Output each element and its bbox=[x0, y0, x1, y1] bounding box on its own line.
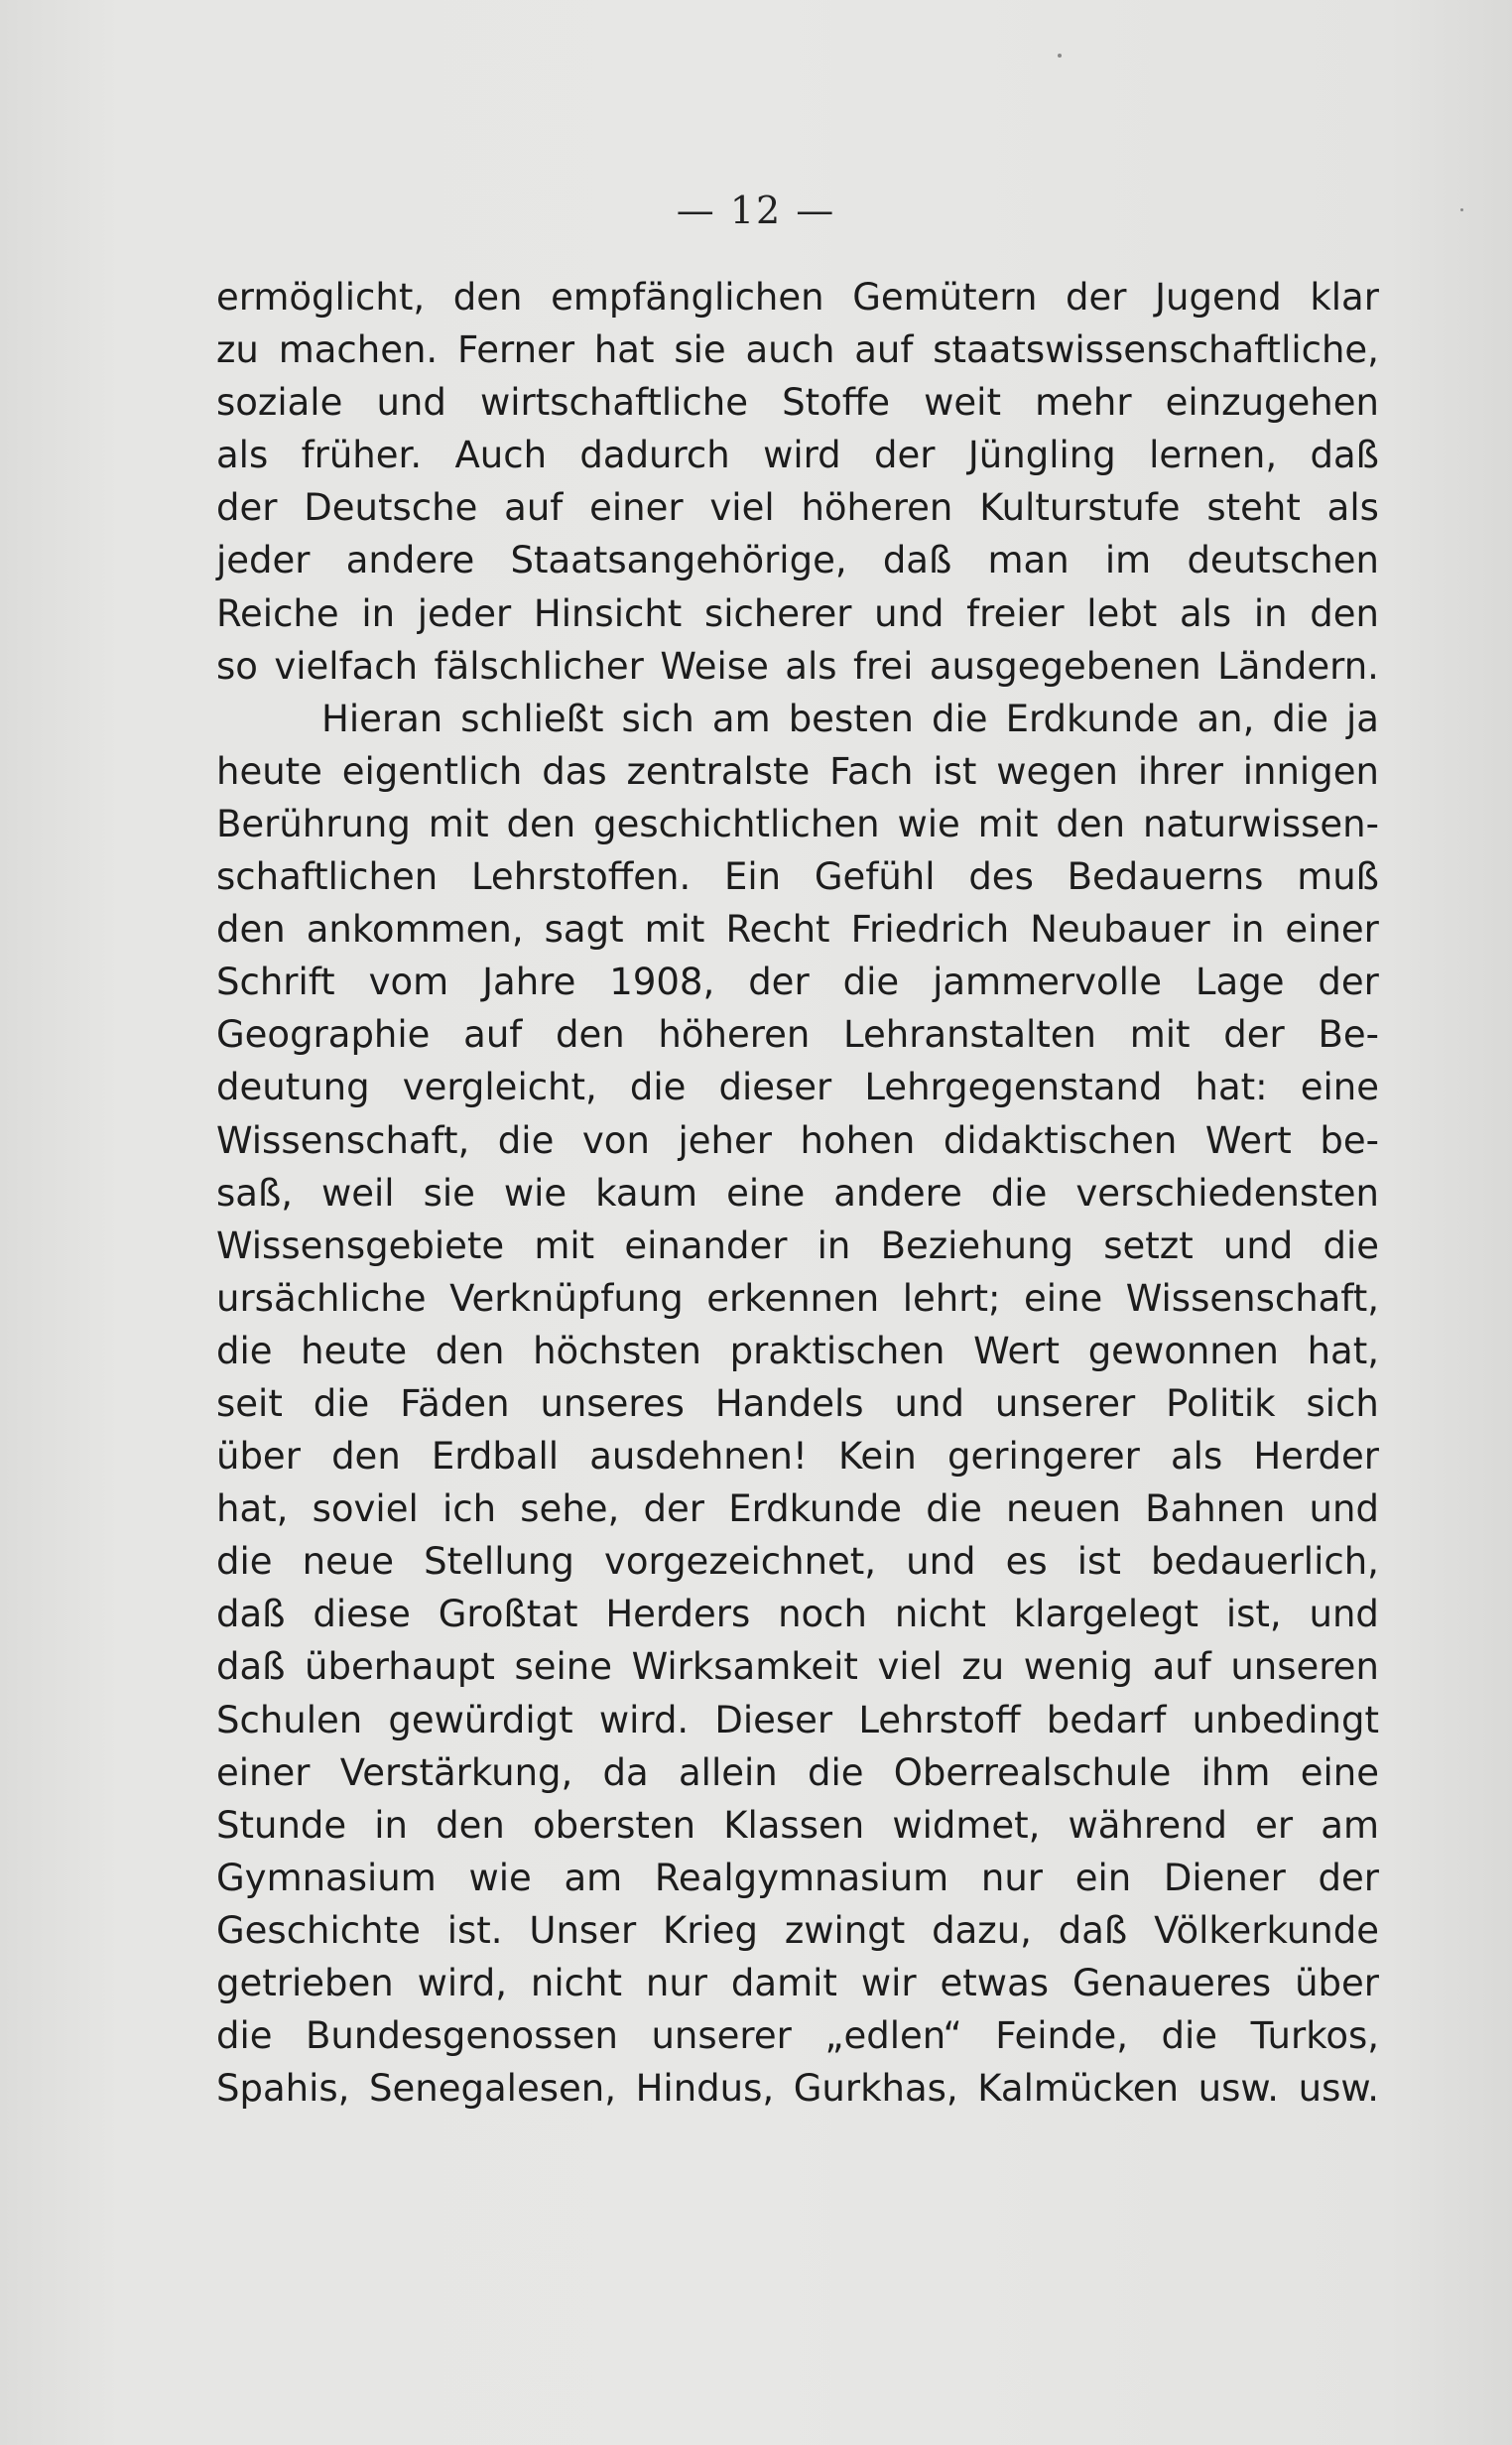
text-line: Hieran schließt sich am besten die Erdkunde an, die ja bbox=[321, 697, 1379, 740]
text-line: so vielfach fälschlicher Weise als frei ausgegebenen Ländern. bbox=[216, 644, 1379, 688]
text-line: Gymnasium wie am Realgymnasium nur ein Diener der bbox=[216, 1856, 1379, 1899]
text-line: Berührung mit den geschichtlichen wie mit den naturwissen- bbox=[216, 802, 1379, 845]
text-line: die Bundesgenossen unserer „edlen“ Feinde, die Turkos, bbox=[216, 2014, 1379, 2058]
text-line: soziale und wirtschaftliche Stoffe weit mehr einzugehen bbox=[216, 381, 1379, 425]
body-text bbox=[216, 271, 1379, 2115]
text-line: die heute den höchsten praktischen Wert gewonnen hat, bbox=[216, 1329, 1379, 1372]
text-line: Wissensgebiete mit einander in Beziehung setzt und die bbox=[216, 1223, 1379, 1267]
text-line: Geschichte ist. Unser Krieg zwingt dazu, daß Völkerkunde bbox=[216, 1908, 1379, 1952]
text-line: getrieben wird, nicht nur damit wir etwas Genaueres über bbox=[216, 1962, 1379, 2004]
text-line: über den Erdball ausdehnen! Kein geringerer als Herder bbox=[216, 1435, 1379, 1479]
text-line: einer Verstärkung, da allein die Oberrealschule ihm eine bbox=[216, 1750, 1379, 1794]
text-line: Schrift vom Jahre 1908, der die jammervolle Lage der bbox=[216, 961, 1379, 1004]
text-line: seit die Fäden unseres Handels und unserer Politik sich bbox=[216, 1381, 1379, 1425]
text-line: ursächliche Verknüpfung erkennen lehrt; eine Wissenschaft, bbox=[216, 1276, 1379, 1320]
text-line: Spahis, Senegalesen, Hindus, Gurkhas, Kalmücken usw. usw. bbox=[216, 2067, 1379, 2111]
text-line: als früher. Auch dadurch wird der Jüngling lernen, daß bbox=[216, 434, 1379, 477]
text-line: heute eigentlich das zentralste Fach ist wegen ihrer innigen bbox=[216, 749, 1379, 793]
text-line: schaftlichen Lehrstoffen. Ein Gefühl des Bedauerns muß bbox=[216, 855, 1379, 899]
text-line: daß diese Großtat Herders noch nicht klargelegt ist, und bbox=[216, 1593, 1379, 1636]
text-line: Wissenschaft, die von jeher hohen didaktischen Wert be- bbox=[216, 1118, 1379, 1162]
text-line: den ankommen, sagt mit Recht Friedrich Neubauer in einer bbox=[216, 908, 1379, 952]
text-line: daß überhaupt seine Wirksamkeit viel zu wenig auf unseren bbox=[216, 1645, 1379, 1689]
page-number: — 12 — bbox=[676, 189, 836, 232]
text-line: der Deutsche auf einer viel höheren Kulturstufe steht als bbox=[216, 486, 1379, 530]
text-line: ermöglicht, den empfänglichen Gemütern der Jugend klar bbox=[216, 276, 1379, 319]
text-line: die neue Stellung vorgezeichnet, und es ist bedauerlich, bbox=[216, 1540, 1379, 1584]
text-line: Reiche in jeder Hinsicht sicherer und freier lebt als in den bbox=[216, 591, 1379, 635]
text-line: hat, soviel ich sehe, der Erdkunde die neuen Bahnen und bbox=[216, 1487, 1379, 1531]
text-line: Stunde in den obersten Klassen widmet, während er am bbox=[216, 1803, 1379, 1847]
paper-speck bbox=[1058, 54, 1062, 58]
text-line: saß, weil sie wie kaum eine andere die verschiedensten bbox=[216, 1171, 1379, 1215]
text-line: deutung vergleicht, die dieser Lehrgegenstand hat: eine bbox=[216, 1066, 1379, 1109]
text-line: zu machen. Ferner hat sie auch auf staatswissenschaftliche, bbox=[216, 328, 1379, 372]
paper-speck bbox=[1460, 208, 1463, 211]
text-line: Geographie auf den höheren Lehranstalten mit der Be- bbox=[216, 1013, 1379, 1057]
text-line: Schulen gewürdigt wird. Dieser Lehrstoff bedarf unbedingt bbox=[216, 1698, 1379, 1741]
text-line: jeder andere Staatsangehörige, daß man im deutschen bbox=[216, 539, 1379, 582]
